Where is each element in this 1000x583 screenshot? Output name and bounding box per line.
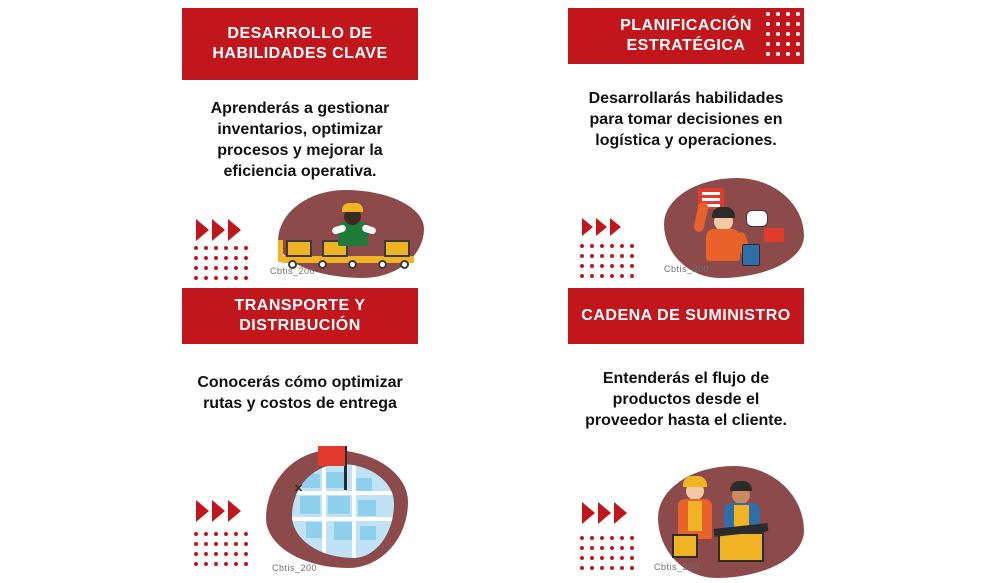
watermark-label: Cbtis_200 [664, 264, 710, 274]
card-title-text: PLANIFICACIÓN ESTRATÉGICA [620, 17, 752, 54]
watermark-label: Cbtis_200 [270, 266, 316, 276]
card-illustration [182, 192, 418, 283]
dot-grid-decoration [766, 12, 800, 56]
chevron-arrows-icon [582, 502, 627, 524]
card-body-text: Aprenderás a gestionar inventarios, optimizar procesos y mejorar la eficiencia operativa. [210, 100, 390, 181]
dot-grid-decoration [580, 244, 634, 278]
flag-icon [318, 446, 345, 466]
card-planificacion-estrategica [568, 0, 804, 283]
card-title-text: TRANSPORTE Y DISTRIBUCIÓN [234, 297, 366, 334]
card-illustration [568, 178, 804, 283]
watermark-label: Cbtis_200 [272, 563, 318, 573]
chevron-arrows-icon [582, 218, 621, 236]
helmet-icon [683, 476, 707, 487]
card-body-text: Conocerás cómo optimizar rutas y costos de entrega [197, 374, 403, 413]
card-title-banner [568, 288, 804, 344]
card-habilidades-clave [182, 0, 418, 283]
crate-icon [718, 532, 764, 562]
card-illustration [568, 460, 804, 583]
card-title-banner [182, 8, 418, 80]
speech-bubble-icon [746, 210, 768, 227]
card-title-banner [182, 288, 418, 344]
map-shape [292, 464, 394, 558]
card-title-text: CADENA DE SUMINISTRO [581, 307, 791, 324]
card-illustration [182, 438, 418, 583]
chevron-arrows-icon [196, 500, 241, 522]
card-cadena-suministro [568, 288, 804, 583]
manager-scene [680, 188, 790, 274]
card-body-text: Entenderás el flujo de productos desde el proveedor hasta el cliente. [585, 370, 787, 430]
dot-grid-decoration [194, 532, 248, 566]
card-title-text: DESARROLLO DE HABILIDADES CLAVE [212, 25, 388, 62]
chevron-arrows-icon [196, 219, 241, 241]
card-body-text: Desarrollarás habilidades para tomar decisiones en logística y operaciones. [588, 90, 784, 150]
route-map-scene [274, 438, 404, 568]
dot-grid-decoration [580, 536, 634, 570]
watermark-label: Cbtis_200 [654, 562, 700, 572]
card-transporte-distribucion [182, 288, 418, 583]
start-marker-x: ✕ [294, 483, 304, 495]
dot-grid-decoration [194, 246, 248, 280]
